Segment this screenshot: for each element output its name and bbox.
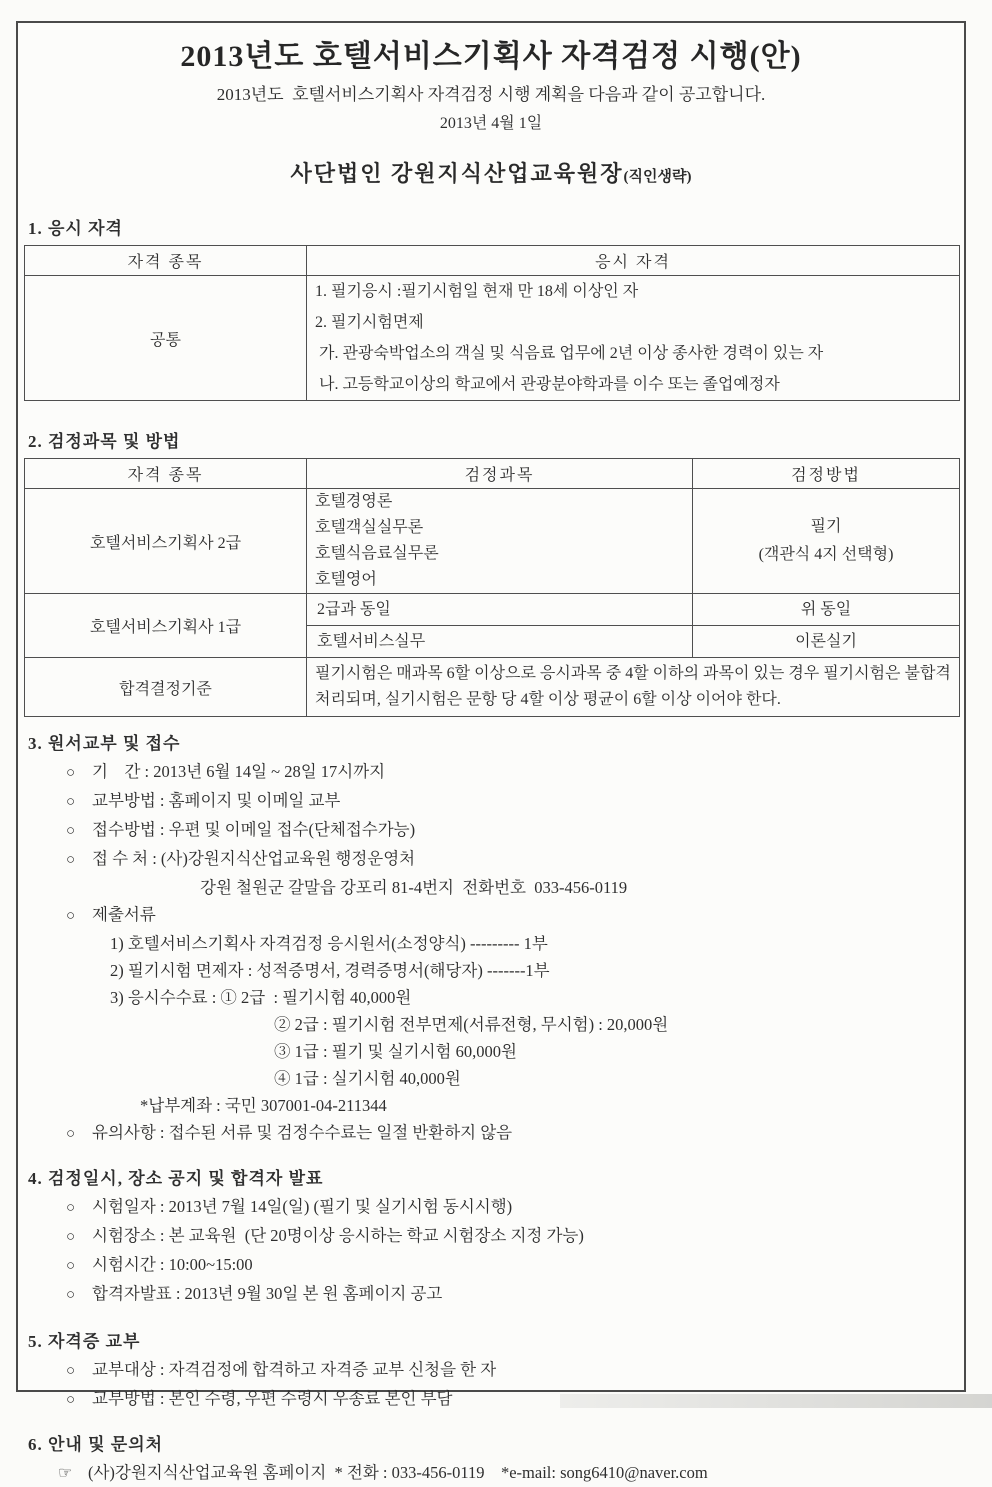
column-header: 응시 자격 <box>307 246 960 276</box>
item-text: 2) 필기시험 면제자 : 성적증명서, 경력증명서(해당자) -------1부 <box>110 961 550 980</box>
subjects-cell <box>307 489 693 594</box>
document-title: 2013년도 호텔서비스기획사 자격검정 시행(안) <box>180 40 802 73</box>
method-cell <box>693 594 960 626</box>
section6-heading: 6. 안내 및 문의처 <box>28 1435 164 1454</box>
criteria-label-cell: 합격결정기준 <box>25 658 307 717</box>
method-line: 위 동일 <box>800 601 852 618</box>
scan-artifact <box>560 1394 992 1408</box>
subject-line: 호텔식음료실무론 <box>315 545 439 562</box>
item-text: 접 수 처 : (사)강원지식산업교육원 행정운영처 <box>92 849 416 868</box>
item-text: 시험일자 : 2013년 7월 14일(일) (필기 및 실기시험 동시시행) <box>92 1197 513 1216</box>
item-text: 시험장소 : 본 교육원 (단 20명이상 응시하는 학교 시험장소 지정 가능) <box>92 1226 584 1245</box>
column-header: 자격 종목 <box>25 459 307 489</box>
list-item <box>22 1193 960 1222</box>
circle-bullet-icon: ○ <box>66 1363 76 1379</box>
section2-heading: 2. 검정과목 및 방법 <box>28 432 181 451</box>
table-row-grade2 <box>25 489 960 594</box>
publish-date: 2013년 4월 1일 <box>439 115 543 132</box>
circle-bullet-icon: ○ <box>66 765 76 781</box>
circle-bullet-icon: ○ <box>66 1229 76 1245</box>
section5-heading: 5. 자격증 교부 <box>28 1332 141 1351</box>
eligibility-line: 가. 관광숙박업소의 객실 및 식음료 업무에 2년 이상 종사한 경력이 있는 자 <box>315 345 824 362</box>
criteria-text-cell <box>307 658 960 717</box>
subjects-cell <box>307 626 693 658</box>
issuer-name: 사단법인 강원지식산업교육원장 <box>290 161 624 186</box>
list-item <box>22 901 960 930</box>
item-text: 교부대상 : 자격검정에 합격하고 자격증 교부 신청을 한 자 <box>92 1360 497 1379</box>
table-row-grade1a <box>25 594 960 626</box>
circle-bullet-icon: ○ <box>66 794 76 810</box>
item-text: ② 2급 : 필기시험 전부면제(서류전형, 무시험) : 20,000원 <box>274 1015 669 1034</box>
column-header: 검정과목 <box>307 459 693 489</box>
subject-line: 호텔경영론 <box>315 493 393 510</box>
circle-bullet-icon: ○ <box>66 1200 76 1216</box>
list-item <box>22 787 960 816</box>
section4-heading: 4. 검정일시, 장소 공지 및 합격자 발표 <box>28 1169 324 1188</box>
item-text: 교부방법 : 본인 수령, 우편 수령시 우송료 본인 부담 <box>92 1389 453 1408</box>
fee-list-item <box>22 1038 960 1065</box>
section4-body <box>22 1193 960 1309</box>
circle-bullet-icon: ○ <box>66 852 76 868</box>
section3-body <box>22 758 960 1148</box>
address-line <box>22 874 960 901</box>
subjects-cell <box>307 594 693 626</box>
circle-bullet-icon: ○ <box>66 908 76 924</box>
item-text: 3) 응시수수료 : ① 2급 : 필기시험 40,000원 <box>110 988 412 1007</box>
circle-bullet-icon: ○ <box>66 1287 76 1303</box>
list-item <box>22 1222 960 1251</box>
subject-line: 호텔객실실무론 <box>315 519 424 536</box>
table-header-row <box>25 246 960 276</box>
subject-line: 호텔영어 <box>315 571 377 588</box>
fee-list-item <box>22 984 960 1011</box>
payment-account-line <box>22 1092 960 1119</box>
list-item <box>22 758 960 787</box>
subject-line: 호텔서비스실무 <box>317 632 426 650</box>
criteria-text: 필기시험은 매과목 6할 이상으로 응시과목 중 4할 이하의 과목이 있는 경우 필기시험은 불합격 처리되며, 실기시험은 문항 당 4할 이상 평균이 6할 이상 이어야 한다. <box>315 665 955 708</box>
item-text: 합격자발표 : 2013년 9월 30일 본 원 홈페이지 공고 <box>92 1284 443 1303</box>
document-list-item <box>22 957 960 984</box>
method-cell <box>693 489 960 594</box>
contact-text: (사)강원지식산업교육원 홈페이지 * 전화 : 033-456-0119 *e-mail: song6410@naver.com <box>88 1463 708 1482</box>
method-line: 필기 <box>810 518 842 535</box>
list-item <box>22 1251 960 1280</box>
subjects-methods-table <box>24 458 960 717</box>
document-page <box>16 21 966 1482</box>
list-item <box>22 1280 960 1309</box>
item-text: 기 간 : 2013년 6월 14일 ~ 28일 17시까지 <box>92 762 386 781</box>
list-item <box>22 816 960 845</box>
issuer-note: (직인생략) <box>623 169 692 185</box>
eligibility-line: 2. 필기시험면제 <box>315 314 424 331</box>
table-row <box>25 276 960 401</box>
item-text: ③ 1급 : 필기 및 실기시험 60,000원 <box>274 1042 517 1061</box>
item-text: 1) 호텔서비스기획사 자격검정 응시원서(소정양식) --------- 1부 <box>110 934 548 953</box>
table-header-row <box>25 459 960 489</box>
section6-body <box>22 1459 960 1487</box>
circle-bullet-icon: ○ <box>66 823 76 839</box>
qualification-type-cell: 공통 <box>25 276 307 401</box>
circle-bullet-icon: ○ <box>66 1258 76 1274</box>
document-list-item <box>22 930 960 957</box>
circle-bullet-icon: ○ <box>66 1392 76 1408</box>
document-subtitle: 2013년도 호텔서비스기획사 자격검정 시행 계획을 다음과 같이 공고합니다. <box>216 85 766 104</box>
contact-line <box>22 1459 960 1487</box>
subject-line: 2급과 동일 <box>317 600 391 618</box>
issuer-line <box>22 157 960 188</box>
item-text: 강원 철원군 갈말읍 강포리 81-4번지 전화번호 033-456-0119 <box>200 878 628 897</box>
fee-list-item <box>22 1011 960 1038</box>
item-text: 접수방법 : 우편 및 이메일 접수(단체접수가능) <box>92 820 416 839</box>
list-item <box>22 845 960 874</box>
section3-heading: 3. 원서교부 및 접수 <box>28 734 181 753</box>
eligibility-line: 1. 필기응시 :필기시험일 현재 만 18세 이상인 자 <box>315 283 639 300</box>
qualification-type-cell: 호텔서비스기획사 2급 <box>25 489 307 594</box>
list-item <box>22 1119 960 1148</box>
eligibility-table <box>24 245 960 401</box>
fee-list-item <box>22 1065 960 1092</box>
item-text: 제출서류 <box>92 905 156 924</box>
circle-bullet-icon: ○ <box>66 1126 76 1142</box>
column-header: 검정방법 <box>693 459 960 489</box>
item-text: 시험시간 : 10:00~15:00 <box>92 1255 253 1274</box>
item-text: 교부방법 : 홈페이지 및 이메일 교부 <box>92 791 341 810</box>
method-line: (객관식 4지 선택형) <box>758 546 894 563</box>
method-cell <box>693 626 960 658</box>
eligibility-detail-cell <box>307 276 960 401</box>
section1-heading: 1. 응시 자격 <box>28 219 123 238</box>
column-header: 자격 종목 <box>25 246 307 276</box>
method-line: 이론실기 <box>795 633 857 650</box>
qualification-type-cell: 호텔서비스기획사 1급 <box>25 594 307 658</box>
item-text: 유의사항 : 접수된 서류 및 검정수수료는 일절 반환하지 않음 <box>92 1123 513 1142</box>
item-text: *납부계좌 : 국민 307001-04-211344 <box>140 1096 387 1115</box>
pointing-hand-icon: ☞ <box>58 1465 73 1482</box>
item-text: ④ 1급 : 실기시험 40,000원 <box>274 1069 461 1088</box>
eligibility-line: 나. 고등학교이상의 학교에서 관광분야학과를 이수 또는 졸업예정자 <box>315 376 780 393</box>
table-row-criteria <box>25 658 960 717</box>
list-item <box>22 1356 960 1385</box>
